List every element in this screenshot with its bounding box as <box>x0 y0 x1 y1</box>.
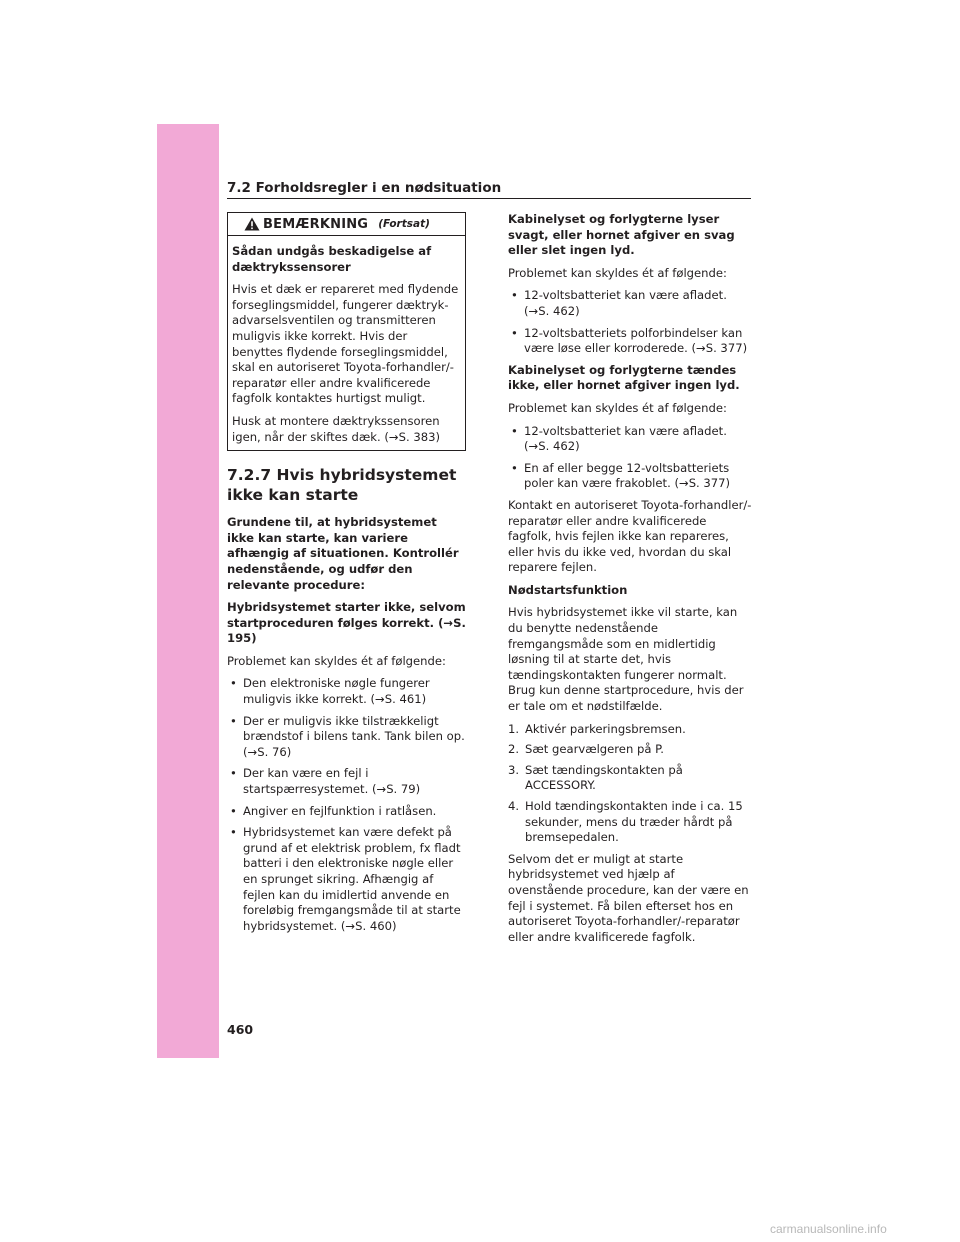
notice-continued: (Fortsat) <box>378 218 430 230</box>
section-title: 7.2.7 Hvis hybridsystemet ikke kan starte <box>227 466 457 505</box>
list-item: • 12-voltsbatteriet kan være afladet. (→S. 462) <box>508 424 753 455</box>
header-rule <box>227 198 751 199</box>
case1-lead: Problemet kan skyldes ét af følgende: <box>227 653 446 668</box>
step-item: 2. Sæt gearvælgeren på P. <box>508 742 664 757</box>
case3-title: Kabinelyset og forlygterne tændes ikke, eller hornet afgiver ingen lyd. <box>508 362 740 393</box>
list-item: • Der er muligvis ikke tilstrækkeligt brændstof i bilens tank. Tank bilen op. (→S. 76) <box>227 714 467 761</box>
emergency-title: Nødstartsfunktion <box>508 582 628 597</box>
list-item: • 12-voltsbatteriet kan være afladet. (→S. 462) <box>508 288 753 319</box>
list-item: • Angiver en fejlfunktion i ratlåsen. <box>227 804 467 820</box>
contact-paragraph: Kontakt en autoriseret Toyota-forhandler/-reparatør eller andre kvalificerede fagfolk, hvis fejlen ikke kan repareres, eller hvis du ikke ved, hvordan du skal reparere fejlen. <box>508 497 752 575</box>
case2-title: Kabinelyset og forlygterne lyser svagt, eller hornet afgiver en svag eller slet ingen lyd. <box>508 212 735 258</box>
case1-title: Hybridsystemet starter ikke, selvom startproceduren følges korrekt. (→S. 195) <box>227 600 466 646</box>
page-header-title: 7.2 Forholdsregler i en nødsituation <box>227 180 502 196</box>
case3-lead: Problemet kan skyldes ét af følgende: <box>508 400 727 415</box>
notice-paragraph-2: Husk at montere dæktrykssensoren igen, når der skiftes dæk. (→S. 383) <box>232 413 440 444</box>
case2-list <box>508 288 753 356</box>
watermark: carmanualsonline.info <box>770 1222 887 1236</box>
list-item: • Hybridsystemet kan være defekt på grund af et elektrisk problem, fx fladt batteri i den elektroniske nøgle eller en sprunget sikring. Afhængig af fejlen kan du imidlertid anvende en foreløbig fremgangsmåde til at starte hybridsystemet. (→S. 460) <box>227 825 467 934</box>
notice-heading: Sådan undgås beskadigelse af dæktrykssensorer <box>232 244 432 274</box>
step-item: 1. Aktivér parkeringsbremsen. <box>508 721 686 736</box>
case1-list <box>227 676 467 934</box>
chapter-side-tab <box>157 124 219 1058</box>
warning-triangle-icon <box>244 217 260 231</box>
notice-body <box>228 236 465 450</box>
list-item: • Der kan være en fejl i startspærresystemet. (→S. 79) <box>227 766 467 797</box>
left-column <box>227 212 467 940</box>
notice-box <box>227 212 466 451</box>
case2-lead: Problemet kan skyldes ét af følgende: <box>508 265 727 280</box>
section-intro: Grundene til, at hybridsystemet ikke kan starte, kan variere afhængig af situationen. Kontrollér nedenstående, og udfør den relevante procedure: <box>227 515 459 592</box>
notice-paragraph-1: Hvis et dæk er repareret med flydende forseglingsmiddel, fungerer dæktryk-advarselsventilen og transmitteren muligvis ikke korrekt. Hvis der benyttes flydende forseglingsmiddel, skal en autoriseret Toyota-forhandler/-reparatør eller andre kvalificerede fagfolk kontaktes hurtigst muligt. <box>232 282 459 406</box>
page-number: 460 <box>227 1022 254 1037</box>
step-item: 3. Sæt tændingskontakten på ACCESSORY. <box>508 762 683 793</box>
step-item: 4. Hold tændingskontakten inde i ca. 15 sekunder, mens du træder hårdt på bremsepedalen. <box>508 799 743 845</box>
case3-list <box>508 424 753 492</box>
notice-header <box>228 213 465 236</box>
list-item: • En af eller begge 12-voltsbatteriets poler kan være frakoblet. (→S. 377) <box>508 461 753 492</box>
list-item: • 12-voltsbatteriets polforbindelser kan være løse eller korroderede. (→S. 377) <box>508 326 753 357</box>
right-column <box>508 212 753 952</box>
emergency-steps <box>508 722 753 846</box>
closing-paragraph: Selvom det er muligt at starte hybridsystemet ved hjælp af ovenstående procedure, kan der være en fejl i systemet. Få bilen efterset hos en autoriseret Toyota-forhandler/-reparatør eller andre kvalificerede fagfolk. <box>508 851 749 944</box>
notice-title: BEMÆRKNING <box>263 216 369 232</box>
emergency-intro: Hvis hybridsystemet ikke vil starte, kan du benytte nedenstående fremgangsmåde som en midlertidig løsning til at starte det, hvis tændingskontakten fungerer normalt. Brug kun denne startprocedure, hvis der er tale om et nødstilfælde. <box>508 605 744 714</box>
list-item: • Den elektroniske nøgle fungerer muligvis ikke korrekt. (→S. 461) <box>227 676 467 707</box>
